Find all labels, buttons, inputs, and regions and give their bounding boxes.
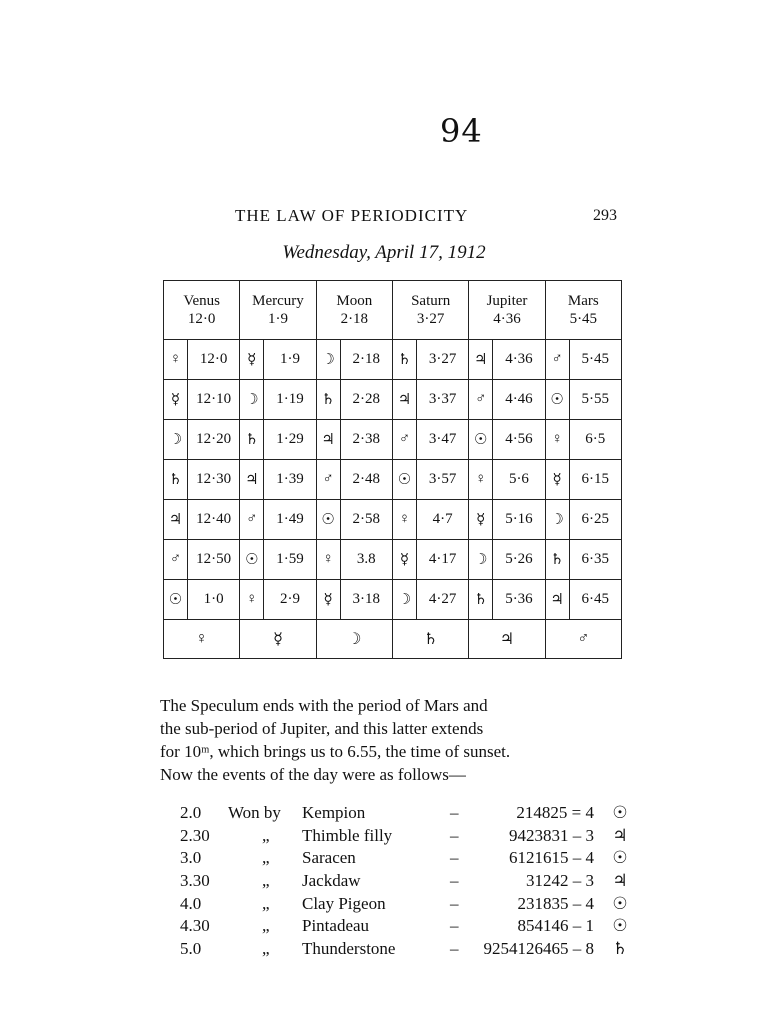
time-value: 5·55 [569, 380, 621, 420]
table-row [164, 380, 622, 420]
time-value: 6·45 [569, 580, 621, 620]
paragraph-line: the sub-period of Jupiter, and this latter extends [160, 719, 484, 738]
planet-symbol: ☿ [545, 460, 569, 500]
planet-symbol: ☿ [316, 580, 340, 620]
time-value: 6·35 [569, 540, 621, 580]
planet-symbol: ♄ [164, 460, 188, 500]
race-number: 854146 – 1 [517, 916, 594, 936]
planet-symbol: ♃ [316, 420, 340, 460]
planet-symbol: ☿ [240, 340, 264, 380]
planet-name: Mars [567, 293, 599, 309]
footer-symbol: ♀ [164, 620, 240, 659]
table-row [164, 460, 622, 500]
won-by-label: Won by [228, 803, 281, 822]
time-value: 12·40 [187, 500, 239, 540]
header-cell [392, 281, 468, 340]
list-item [180, 803, 630, 826]
time-value: 2·48 [340, 460, 392, 500]
footer-symbol: ☽ [316, 620, 392, 659]
ditto-mark: „ [262, 893, 270, 913]
header-cell [545, 281, 621, 340]
dash: – [450, 825, 459, 845]
planet-symbol: ♂ [240, 500, 264, 540]
planet-symbol: ♄ [240, 420, 264, 460]
planet-value: 2·18 [340, 311, 369, 327]
time-value: 5·26 [493, 540, 545, 580]
planet-name: Moon [336, 293, 373, 309]
planet-symbol: ☉ [316, 500, 340, 540]
race-time: 4.30 [180, 916, 210, 936]
list-item [180, 848, 630, 871]
time-value: 2·18 [340, 340, 392, 380]
time-value: 2·58 [340, 500, 392, 540]
time-value: 5·45 [569, 340, 621, 380]
planet-value: 3·27 [416, 311, 445, 327]
table-row [164, 420, 622, 460]
header-cell [316, 281, 392, 340]
time-value: 6·25 [569, 500, 621, 540]
planet-name: Mercury [252, 293, 304, 309]
list-item [180, 871, 630, 894]
planet-symbol: ♄ [469, 580, 493, 620]
race-time: 2.30 [180, 825, 210, 845]
planet-symbol: ♃ [240, 460, 264, 500]
time-value: 12·10 [187, 380, 239, 420]
planet-symbol: ♃ [392, 380, 416, 420]
horse-name: Jackdaw [302, 871, 361, 891]
race-time: 4.0 [180, 893, 202, 913]
header-cell [469, 281, 545, 340]
time-value: 2·9 [264, 580, 316, 620]
time-value: 3·27 [416, 340, 468, 380]
time-value: 4·46 [493, 380, 545, 420]
planet-symbol: ☉ [612, 803, 628, 822]
time-value: 3·18 [340, 580, 392, 620]
planet-symbol: ☽ [240, 380, 264, 420]
dash: – [450, 871, 459, 891]
planet-symbol: ☿ [469, 500, 493, 540]
ditto-mark: „ [262, 871, 270, 891]
planet-symbol: ☉ [545, 380, 569, 420]
planet-symbol: ☽ [392, 580, 416, 620]
race-number: 214825 = 4 [516, 803, 594, 822]
time-value: 5·6 [493, 460, 545, 500]
table-row [164, 500, 622, 540]
planet-symbol: ☿ [392, 540, 416, 580]
planet-symbol: ♀ [240, 580, 264, 620]
race-results-list [180, 803, 630, 962]
planet-symbol: ☉ [612, 916, 628, 936]
table-footer-row [164, 620, 622, 659]
time-value: 1·49 [264, 500, 316, 540]
race-number: 231835 – 4 [517, 893, 594, 913]
time-value: 1·9 [264, 340, 316, 380]
list-item [180, 916, 630, 939]
planet-symbol: ♂ [392, 420, 416, 460]
time-value: 12·0 [187, 340, 239, 380]
speculum-table [163, 280, 622, 659]
time-value: 3·57 [416, 460, 468, 500]
time-value: 2·28 [340, 380, 392, 420]
planet-symbol: ♀ [316, 540, 340, 580]
horse-name: Kempion [302, 803, 366, 822]
time-value: 6·15 [569, 460, 621, 500]
race-time: 2.0 [180, 803, 202, 822]
planet-symbol: ♀ [545, 420, 569, 460]
dash: – [450, 916, 459, 936]
dash: – [450, 803, 459, 822]
paragraph-line: The Speculum ends with the period of Mars and [160, 696, 488, 715]
planet-symbol: ☉ [612, 893, 628, 913]
race-number: 6121615 – 4 [509, 848, 594, 868]
race-number: 9423831 – 3 [509, 825, 594, 845]
header-cell [240, 281, 316, 340]
planet-value: 4·36 [493, 311, 521, 327]
planet-symbol: ☉ [392, 460, 416, 500]
table-row [164, 340, 622, 380]
time-value: 4·7 [416, 500, 468, 540]
planet-symbol: ☽ [545, 500, 569, 540]
paragraph-line: for 10ᵐ, which brings us to 6.55, the time of sunset. [160, 742, 511, 761]
time-value: 1·0 [187, 580, 239, 620]
time-value: 1·29 [264, 420, 316, 460]
ditto-mark: „ [262, 848, 270, 868]
planet-name: Venus [183, 293, 220, 309]
footer-symbol: ♄ [392, 620, 468, 659]
race-number: 31242 – 3 [526, 871, 594, 891]
horse-name: Clay Pigeon [302, 893, 386, 913]
planet-symbol: ♃ [469, 340, 493, 380]
planet-symbol: ♃ [612, 871, 628, 891]
planet-symbol: ☉ [164, 580, 188, 620]
time-value: 4·36 [493, 340, 545, 380]
footer-symbol: ♂ [545, 620, 621, 659]
planet-symbol: ♀ [164, 340, 188, 380]
race-time: 5.0 [180, 939, 202, 959]
time-value: 2·38 [340, 420, 392, 460]
horse-name: Thimble filly [302, 825, 393, 845]
time-value: 6·5 [569, 420, 621, 460]
planet-symbol: ♄ [316, 380, 340, 420]
running-head: THE LAW OF PERIODICITY [235, 206, 469, 225]
time-value: 12·30 [187, 460, 239, 500]
list-item [180, 826, 630, 849]
planet-value: 12·0 [187, 311, 216, 327]
planet-name: Jupiter [486, 293, 528, 309]
dash: – [450, 939, 459, 959]
time-value: 12·20 [187, 420, 239, 460]
planet-symbol: ♃ [545, 580, 569, 620]
planet-symbol: ☽ [469, 540, 493, 580]
horse-name: Thunderstone [302, 939, 396, 959]
race-time: 3.0 [180, 848, 202, 868]
planet-symbol: ♂ [164, 540, 188, 580]
folio: 293 [593, 207, 617, 224]
horse-name: Saracen [302, 848, 356, 868]
planet-symbol: ☿ [164, 380, 188, 420]
race-number: 9254126465 – 8 [483, 939, 594, 959]
planet-value: 5·45 [569, 311, 598, 327]
planet-symbol: ♃ [612, 825, 628, 845]
planet-symbol: ☉ [469, 420, 493, 460]
planet-symbol: ☽ [164, 420, 188, 460]
planet-symbol: ☉ [612, 848, 628, 868]
planet-symbol: ♂ [469, 380, 493, 420]
ditto-mark: „ [262, 939, 270, 959]
footer-symbol: ☿ [240, 620, 316, 659]
ditto-mark: „ [262, 916, 270, 936]
table-row [164, 580, 622, 620]
race-time: 3.30 [180, 871, 210, 891]
list-item [180, 894, 630, 917]
planet-value: 1·9 [267, 311, 288, 327]
table-row [164, 540, 622, 580]
time-value: 4·17 [416, 540, 468, 580]
planet-name: Saturn [411, 293, 451, 309]
footer-symbol: ♃ [469, 620, 545, 659]
dash: – [450, 893, 459, 913]
time-value: 3·47 [416, 420, 468, 460]
dash: – [450, 848, 459, 868]
time-value: 5·36 [493, 580, 545, 620]
horse-name: Pintadeau [302, 916, 370, 936]
planet-symbol: ♃ [164, 500, 188, 540]
time-value: 1·59 [264, 540, 316, 580]
body-paragraph [160, 694, 626, 786]
time-value: 5·16 [493, 500, 545, 540]
time-value: 12·50 [187, 540, 239, 580]
planet-symbol: ♄ [392, 340, 416, 380]
date-heading: Wednesday, April 17, 1912 [282, 242, 486, 263]
time-value: 1·19 [264, 380, 316, 420]
page-number: 94 [440, 112, 483, 150]
paragraph-line: Now the events of the day were as follows— [160, 765, 466, 784]
planet-symbol: ☽ [316, 340, 340, 380]
planet-symbol: ♀ [392, 500, 416, 540]
header-cell [164, 281, 240, 340]
planet-symbol: ♂ [545, 340, 569, 380]
list-item [180, 939, 630, 962]
ditto-mark: „ [262, 825, 270, 845]
planet-symbol: ♀ [469, 460, 493, 500]
planet-symbol: ♂ [316, 460, 340, 500]
planet-symbol: ♄ [545, 540, 569, 580]
time-value: 4·27 [416, 580, 468, 620]
time-value: 3.8 [340, 540, 392, 580]
time-value: 4·56 [493, 420, 545, 460]
planet-symbol: ♄ [612, 939, 628, 959]
time-value: 1·39 [264, 460, 316, 500]
planet-symbol: ☉ [240, 540, 264, 580]
time-value: 3·37 [416, 380, 468, 420]
table-header-row [164, 281, 622, 340]
